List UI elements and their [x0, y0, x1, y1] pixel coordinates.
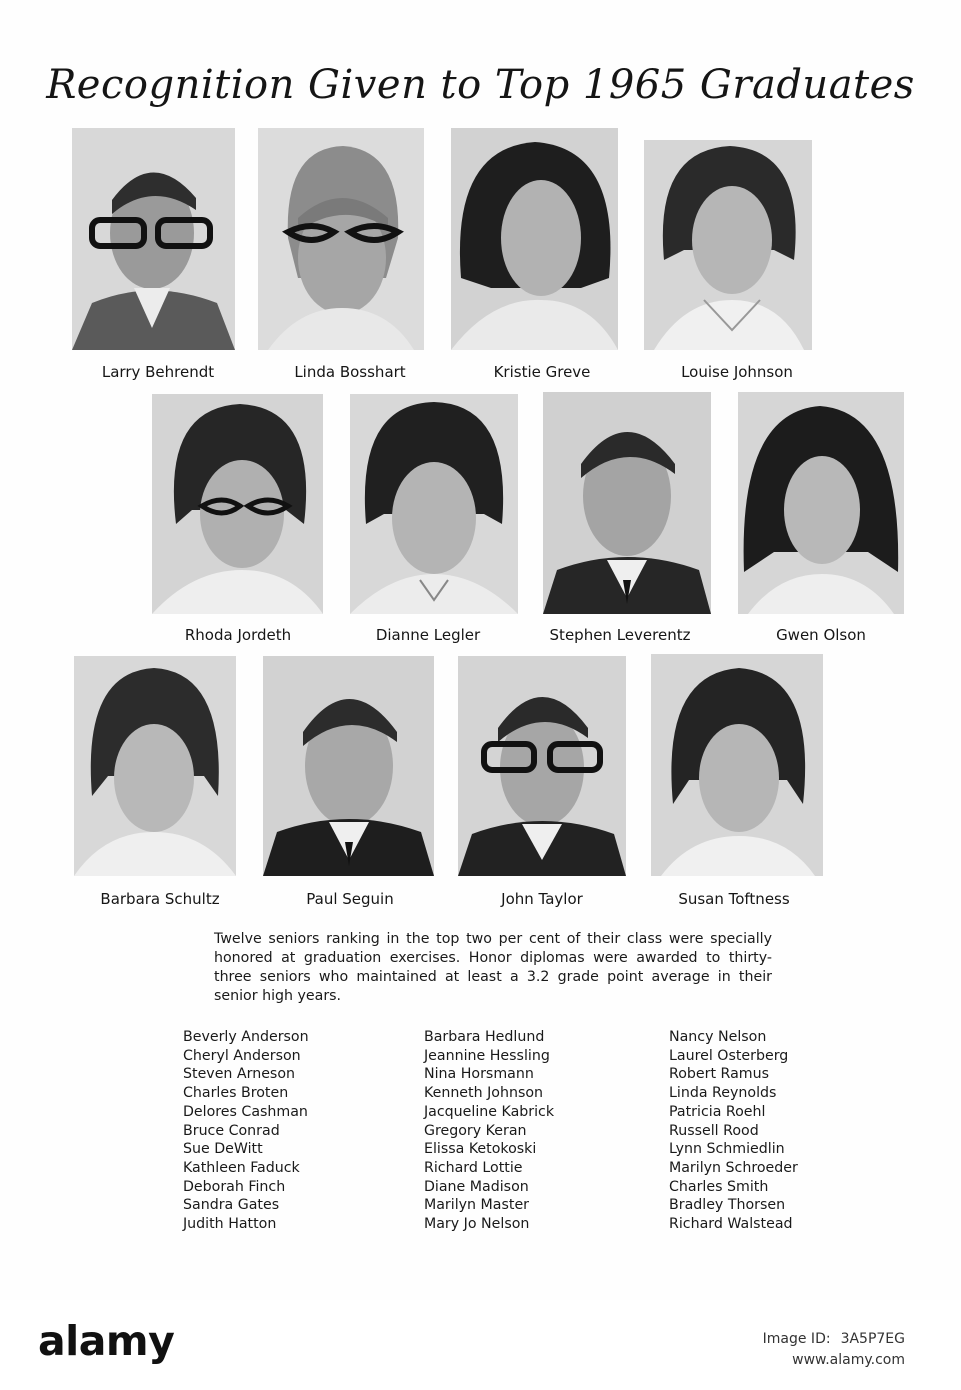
honor-name: Judith Hatton: [183, 1216, 277, 1233]
honor-name: Nina Horsmann: [424, 1066, 534, 1083]
honor-name: Steven Arneson: [183, 1066, 295, 1083]
honor-list-column: [183, 1028, 309, 1234]
honor-name: Sandra Gates: [183, 1197, 280, 1214]
honor-name: Sue DeWitt: [183, 1141, 263, 1158]
graduate-name: Paul Seguin: [306, 890, 394, 908]
portrait-photo: [644, 140, 812, 350]
portrait-photo: [738, 392, 904, 614]
graduate-name: Dianne Legler: [375, 626, 481, 644]
honor-name: Deborah Finch: [183, 1178, 286, 1195]
image-id-value: 3A5P7EG: [840, 1331, 905, 1347]
honor-name: Barbara Hedlund: [424, 1029, 545, 1045]
honor-name: Linda Reynolds: [669, 1085, 777, 1102]
graduate-name: Gwen Olson: [776, 626, 866, 644]
graduate-name: Kristie Greve: [493, 363, 591, 381]
graduate-name: Susan Toftness: [678, 890, 790, 908]
honor-name: Diane Madison: [424, 1178, 529, 1195]
honor-name: Kathleen Faduck: [183, 1159, 300, 1176]
portrait-photo: [72, 128, 235, 350]
honor-name: Robert Ramus: [669, 1066, 769, 1083]
alamy-logo: alamy: [38, 1317, 175, 1365]
honor-name: Richard Walstead: [669, 1216, 793, 1233]
portrait-photo: [152, 394, 323, 614]
portrait-photo: [350, 394, 518, 614]
honor-name: Richard Lottie: [424, 1159, 523, 1176]
page-title: Recognition Given to Top 1965 Graduates: [46, 62, 915, 108]
graduate-name: Larry Behrendt: [101, 363, 215, 381]
honor-name: Beverly Anderson: [183, 1029, 309, 1045]
portrait-photo: [543, 392, 711, 614]
honor-name: Charles Smith: [669, 1178, 769, 1195]
graduate-name: Louise Johnson: [681, 363, 793, 381]
site-url: www.alamy.com: [792, 1352, 905, 1368]
honor-name: Gregory Keran: [424, 1122, 527, 1139]
portrait-photo: [458, 656, 626, 876]
honor-name: Mary Jo Nelson: [424, 1216, 530, 1233]
honor-name: Bradley Thorsen: [669, 1197, 786, 1214]
graduate-name: John Taylor: [501, 890, 583, 908]
honor-name: Marilyn Master: [424, 1197, 529, 1214]
graduate-name: Stephen Leverentz: [549, 626, 691, 644]
honor-name: Lynn Schmiedlin: [669, 1141, 785, 1158]
graduate-name: Rhoda Jordeth: [184, 626, 292, 644]
honor-name: Jacqueline Kabrick: [424, 1103, 555, 1120]
honor-name: Charles Broten: [183, 1085, 289, 1102]
honor-name: Laurel Osterberg: [669, 1047, 789, 1064]
honor-name: Marilyn Schroeder: [669, 1159, 798, 1176]
image-id-label: Image ID:: [762, 1331, 831, 1347]
portrait-photo: [451, 128, 618, 350]
honors-description: Twelve seniors ranking in the top two per cent of their class were specially honored at graduation exercises. Honor diplomas were awarded to thirty-three seniors who maintained at least a 3.2 grade point average in their senior high years.: [214, 931, 772, 1004]
honor-name: Bruce Conrad: [183, 1122, 280, 1139]
honor-name: Kenneth Johnson: [424, 1085, 544, 1102]
graduate-name: Barbara Schultz: [100, 890, 220, 908]
honor-list-column: [669, 1028, 798, 1234]
honor-name: Patricia Roehl: [669, 1103, 766, 1120]
portrait-photo: [263, 656, 434, 876]
honor-name: Russell Rood: [669, 1122, 759, 1139]
portrait-photo: [258, 128, 424, 350]
honor-name: Elissa Ketokoski: [424, 1141, 537, 1158]
portrait-photo: [74, 656, 236, 876]
image-id-line: [753, 1331, 905, 1347]
honor-name: Cheryl Anderson: [183, 1047, 301, 1064]
honor-name: Jeannine Hessling: [424, 1047, 550, 1064]
honor-list-column: [424, 1028, 554, 1234]
graduate-name: Linda Bosshart: [294, 363, 406, 381]
honor-name: Delores Cashman: [183, 1103, 308, 1120]
honor-name: Nancy Nelson: [669, 1029, 767, 1045]
portrait-photo: [651, 654, 823, 876]
